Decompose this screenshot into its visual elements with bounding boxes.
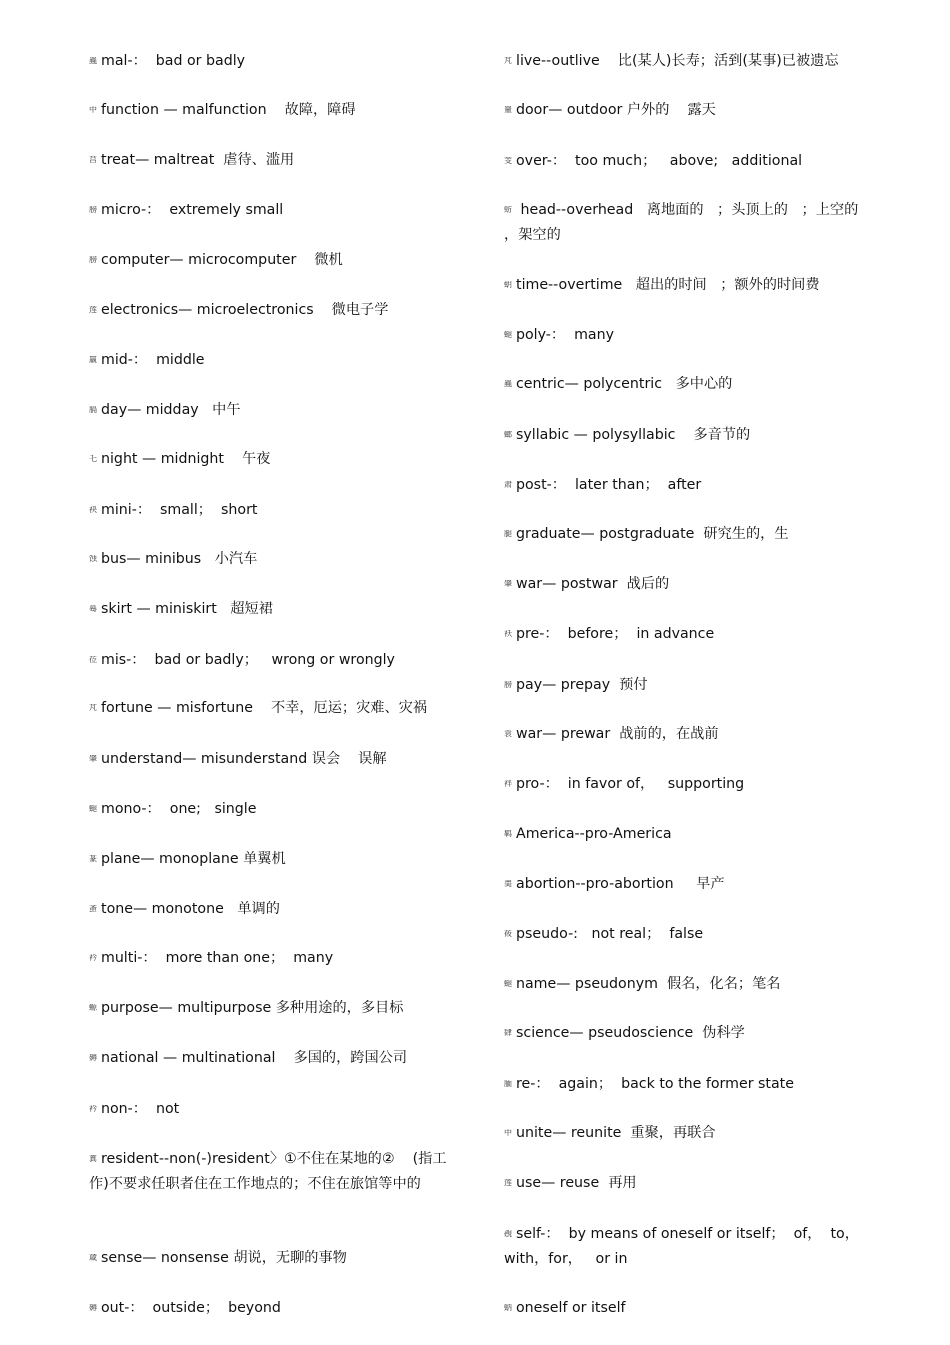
entry-marker: 袂 — [89, 506, 97, 514]
entry — [504, 572, 874, 597]
entry-text: mal-： bad or badly — [101, 53, 246, 69]
entry-text: unite— reunite 重聚，再联合 — [516, 1125, 716, 1141]
entry — [89, 298, 459, 323]
entry-marker: 螁 — [89, 805, 97, 813]
entry-marker: 蚏 — [504, 281, 512, 289]
entry-marker: 膀 — [89, 256, 97, 264]
entry — [504, 1072, 874, 1097]
entry-text: electronics— microelectronics 微电子学 — [101, 302, 389, 318]
entry-marker: 螈 — [89, 1004, 97, 1012]
entry-marker: 肇 — [89, 755, 97, 763]
entry-text: poly-： many — [516, 327, 615, 343]
entry-text: bus— minibus 小汽车 — [101, 551, 258, 567]
entry — [89, 996, 459, 1021]
entry-marker: 芃 — [504, 57, 512, 65]
entry — [89, 648, 459, 673]
entry — [504, 1171, 874, 1196]
entry-marker: 莜 — [504, 930, 512, 938]
entry — [504, 372, 874, 397]
entry-marker: 袁 — [504, 730, 512, 738]
entry-marker: 蒃 — [89, 855, 97, 863]
entry — [89, 547, 459, 572]
entry-text: night — midnight 午夜 — [101, 451, 271, 467]
entry — [504, 423, 874, 448]
entry-text: science— pseudoscience 伪科学 — [516, 1025, 745, 1041]
entry-marker: 螁 — [504, 980, 512, 988]
entry — [89, 946, 459, 971]
entry-marker: 蚄 — [504, 206, 512, 214]
entry — [504, 922, 874, 947]
entry-text: mini-： small； short — [101, 502, 258, 518]
entry-text: resident--non(-)resident〉①不住在某地的② (指工作)不要求任职者住在工作地点的；不住在旅馆等中的 — [89, 1151, 447, 1192]
entry-text: mono-： one; single — [101, 801, 257, 817]
entry — [504, 473, 874, 498]
entry — [89, 447, 459, 472]
entry-text: syllabic — polysyllabic 多音节的 — [516, 427, 751, 443]
entry — [504, 722, 874, 747]
entry-marker: 膀 — [89, 206, 97, 214]
entry-text: head--overhead 离地面的 ；头顶上的 ；上空的 ，架空的 — [504, 202, 872, 243]
entry — [504, 1296, 874, 1321]
entry-text: out-： outside； beyond — [101, 1300, 281, 1316]
entry-text: pseudo-: not real； false — [516, 926, 704, 942]
entry-marker: 蚉 — [89, 905, 97, 913]
entry — [504, 872, 874, 897]
entry-marker: 腿 — [504, 530, 512, 538]
entry-text: time--overtime 超出的时间 ；额外的时间费 — [516, 277, 820, 293]
entry-marker: 薅 — [89, 1304, 97, 1312]
entry-text: skirt — miniskirt 超短裙 — [101, 601, 273, 617]
entry — [504, 972, 874, 997]
entry-marker: 中 — [89, 106, 97, 114]
entry — [504, 149, 874, 174]
entry-marker: 芃 — [89, 704, 97, 712]
entry-text: tone— monotone 单调的 — [101, 901, 280, 917]
entry-text: self-： by means of oneself or itself； of， to， with，for， or in — [504, 1226, 868, 1267]
entry-marker: 薅 — [89, 1054, 97, 1062]
entry-text: graduate— postgraduate 研究生的，生 — [516, 526, 789, 542]
entry-marker: 蒧 — [89, 1254, 97, 1262]
entry — [504, 673, 874, 698]
entry-marker: 肄 — [504, 1029, 512, 1037]
entry-marker: 芰 — [504, 157, 512, 165]
entry-marker: 袄 — [504, 630, 512, 638]
entry-marker: 衿 — [89, 1105, 97, 1113]
entry-marker: 蚋 — [504, 1304, 512, 1312]
entry-marker: 覕 — [504, 1230, 512, 1238]
entry-text: pre-： before； in advance — [516, 626, 715, 642]
entry — [89, 198, 459, 223]
entry-marker: 罿 — [504, 106, 512, 114]
entry-text: centric— polycentric 多中心的 — [516, 376, 733, 392]
entry-text: use— reuse 再用 — [516, 1175, 637, 1191]
entry-text: multi-： more than one； many — [101, 950, 334, 966]
entry-marker: 蒖 — [89, 1155, 97, 1163]
entry-marker: 袢 — [504, 780, 512, 788]
entry — [89, 1097, 459, 1122]
entry-text: fortune — misfortune 不幸，厄运；灾难、灾祸 — [101, 700, 428, 716]
entry-marker: 乇 — [89, 455, 97, 463]
entry-marker: 螁 — [504, 331, 512, 339]
entry — [89, 1246, 459, 1271]
entry — [89, 248, 459, 273]
entry-text: war— prewar 战前的，在战前 — [516, 726, 719, 742]
entry — [89, 498, 459, 523]
entry — [89, 747, 459, 772]
entry-marker: 羸 — [89, 356, 97, 364]
entry-marker: 莲 — [89, 306, 97, 314]
entry-text: function — malfunction 故障，障碍 — [101, 102, 356, 118]
entry-text: sense— nonsense 胡说，无聊的事物 — [101, 1250, 347, 1266]
entry — [89, 398, 459, 423]
entry-marker: 螂 — [504, 431, 512, 439]
entry-marker: 肇 — [504, 580, 512, 588]
entry-text: micro-： extremely small — [101, 202, 284, 218]
entry-text: computer— microcomputer 微机 — [101, 252, 343, 268]
entry — [504, 1121, 874, 1146]
entry-text: non-： not — [101, 1101, 180, 1117]
entry — [89, 897, 459, 922]
entry-text: abortion--pro-abortion 早产 — [516, 876, 725, 892]
entry — [89, 597, 459, 622]
entry-text: oneself or itself — [516, 1300, 626, 1316]
entry — [504, 323, 874, 348]
entry-marker: 腼 — [504, 1080, 512, 1088]
entry — [89, 98, 459, 123]
entry-marker: 蟲 — [504, 380, 512, 388]
entry — [89, 1296, 459, 1321]
entry — [89, 1147, 459, 1197]
entry — [504, 622, 874, 647]
entry-marker: 蟲 — [89, 57, 97, 65]
entry — [504, 198, 874, 248]
entry-marker: 蓦 — [89, 605, 97, 613]
entry — [504, 1222, 874, 1272]
entry-text: re-： again； back to the former state — [516, 1076, 794, 1092]
entry-text: mid-： middle — [101, 352, 205, 368]
entry-text: treat— maltreat 虐待、滥用 — [101, 152, 295, 168]
entry — [89, 1046, 459, 1071]
entry-marker: 膀 — [504, 681, 512, 689]
entry-marker: 衿 — [89, 954, 97, 962]
entry — [89, 797, 459, 822]
entry-marker: 膈 — [89, 406, 97, 414]
entry — [89, 696, 459, 721]
entry-marker: 蚀 — [89, 555, 97, 563]
entry-text: post-： later than； after — [516, 477, 702, 493]
entry — [504, 273, 874, 298]
entry-text: over-： too much； above; additional — [516, 153, 803, 169]
entry-text: plane— monoplane 单翼机 — [101, 851, 286, 867]
entry — [504, 49, 874, 74]
entry — [504, 822, 874, 847]
entry — [504, 772, 874, 797]
entry-marker: 莒 — [89, 156, 97, 164]
entry-marker: 莲 — [504, 1179, 512, 1187]
entry-text: purpose— multipurpose 多种用途的，多目标 — [101, 1000, 404, 1016]
entry-marker: 莅 — [89, 656, 97, 664]
entry — [504, 98, 874, 123]
entry-text: national — multinational 多国的，跨国公司 — [101, 1050, 408, 1066]
entry-marker: 羁 — [504, 830, 512, 838]
entry — [504, 1021, 874, 1046]
entry-marker: 羮 — [504, 880, 512, 888]
entry — [504, 522, 874, 547]
entry-text: door— outdoor 户外的 露天 — [516, 102, 716, 118]
entry-text: pay— prepay 预付 — [516, 677, 648, 693]
entry — [89, 348, 459, 373]
entry-text: understand— misunderstand 误会 误解 — [101, 751, 387, 767]
entry — [89, 49, 459, 74]
entry-text: pro-： in favor of， supporting — [516, 776, 745, 792]
entry-text: live--outlive 比(某人)长寿；活到(某事)已被遗忘 — [516, 53, 839, 69]
entry-marker: 中 — [504, 1129, 512, 1137]
entry — [89, 148, 459, 173]
entry-marker: 肃 — [504, 481, 512, 489]
entry-text: day— midday 中午 — [101, 402, 241, 418]
entry-text: mis-： bad or badly； wrong or wrongly — [101, 652, 395, 668]
entry-text: name— pseudonym 假名，化名；笔名 — [516, 976, 781, 992]
entry-text: war— postwar 战后的 — [516, 576, 670, 592]
entry — [89, 847, 459, 872]
entry-text: America--pro-America — [516, 826, 672, 842]
